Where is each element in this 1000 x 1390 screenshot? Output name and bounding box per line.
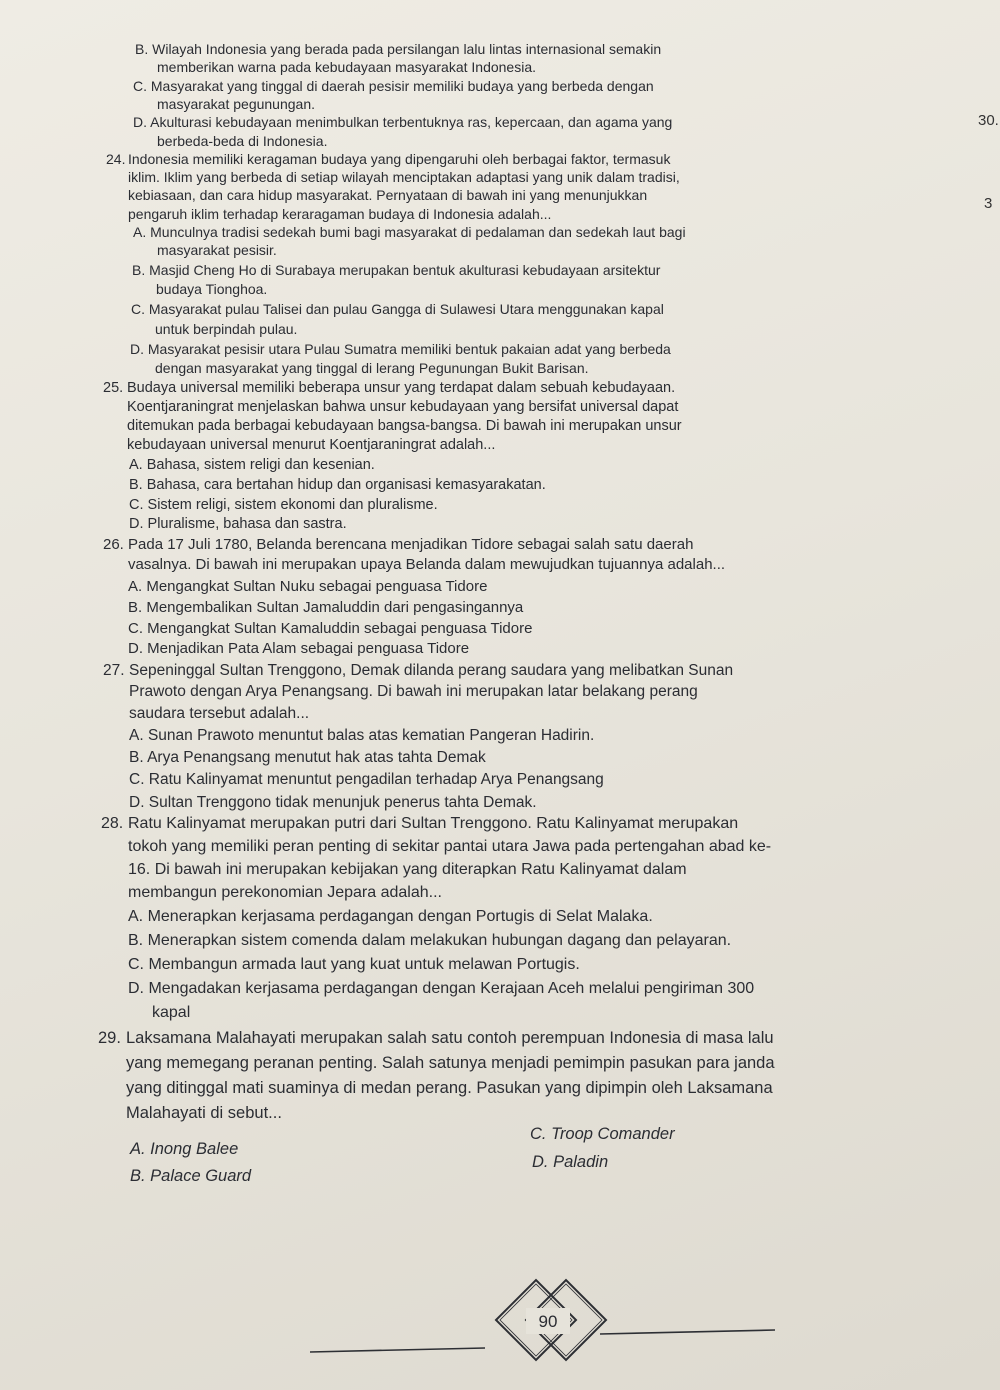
question-stem-line: vasalnya. Di bawah ini merupakan upaya Belanda dalam mewujudkan tujuannya adalah... <box>128 556 726 573</box>
option-d: D. Masyarakat pesisir utara Pulau Sumatra memiliki bentuk pakaian adat yang berbeda <box>130 341 671 357</box>
option-c: C. Sistem religi, sistem ekonomi dan pluralisme. <box>129 497 438 513</box>
question-stem-line: iklim. Iklim yang berbeda di setiap wilayah menciptakan adaptasi yang unik dalam tradisi, <box>128 169 680 185</box>
question-stem-line: Laksamana Malahayati merupakan salah satu contoh perempuan Indonesia di masa lalu <box>126 1029 774 1047</box>
option-d: D. Mengadakan kerjasama perdagangan dengan Kerajaan Aceh melalui pengiriman 300 <box>128 980 755 997</box>
question-number: 28. <box>101 815 124 832</box>
option-a: A. Inong Balee <box>130 1140 239 1158</box>
option-a: A. Bahasa, sistem religi dan kesenian. <box>129 457 375 473</box>
page-number: 90 <box>538 1312 558 1331</box>
question-stem-line: ditemukan pada berbagai kebudayaan bangsa-bangsa. Di bawah ini merupakan unsur <box>127 418 682 434</box>
option-d: D. Paladin <box>532 1153 609 1171</box>
option-c: C. Masyarakat pulau Talisei dan pulau Gangga di Sulawesi Utara menggunakan kapal <box>131 301 664 317</box>
option-c: C. Troop Comander <box>530 1125 675 1143</box>
option-a: A. Menerapkan kerjasama perdagangan dengan Portugis di Selat Malaka. <box>128 908 653 925</box>
question-stem-line: 16. Di bawah ini merupakan kebijakan yang diterapkan Ratu Kalinyamat dalam <box>128 861 687 878</box>
question-stem-line: kebiasaan, dan cara hidup masyarakat. Pernyataan di bawah ini yang menunjukkan <box>128 187 648 203</box>
prev-option-d-line1: D. Akulturasi kebudayaan menimbulkan terbentuknya ras, kepercaan, dan agama yang <box>133 114 673 130</box>
question-stem-line: Ratu Kalinyamat merupakan putri dari Sultan Trenggono. Ratu Kalinyamat merupakan <box>128 815 739 832</box>
prev-option-b-line1: B. Wilayah Indonesia yang berada pada persilangan lalu lintas internasional semakin <box>135 41 662 57</box>
option-b: B. Palace Guard <box>130 1167 252 1185</box>
option-b-cont: budaya Tionghoa. <box>156 281 268 297</box>
question-number: 29. <box>98 1029 121 1047</box>
question-stem-line: Indonesia memiliki keragaman budaya yang dipengaruhi oleh berbagai faktor, termasuk <box>128 151 671 167</box>
prev-option-b-line2: memberikan warna pada kebudayaan masyarakat Indonesia. <box>157 59 537 75</box>
question-stem-line: Budaya universal memiliki beberapa unsur yang terdapat dalam sebuah kebudayaan. <box>127 380 676 396</box>
question-stem-line: membangun perekonomian Jepara adalah... <box>128 884 442 901</box>
option-b: B. Menerapkan sistem comenda dalam melakukan hubungan dagang dan pelayaran. <box>128 932 732 949</box>
page-ornament <box>300 1270 780 1390</box>
option-b: B. Masjid Cheng Ho di Surabaya merupakan bentuk akulturasi kebudayaan arsitektur <box>132 262 661 278</box>
question-number: 27. <box>103 662 125 679</box>
option-c: C. Membangun armada laut yang kuat untuk melawan Portugis. <box>128 956 580 973</box>
edge-number-30: 30. <box>978 112 999 129</box>
option-b: B. Arya Penangsang menutut hak atas tahta Demak <box>129 749 486 766</box>
prev-option-c-line1: C. Masyarakat yang tinggal di daerah pesisir memiliki budaya yang berbeda dengan <box>133 78 654 94</box>
edge-number-3: 3 <box>984 195 993 212</box>
option-d-cont: dengan masyarakat yang tinggal di lerang Pegunungan Bukit Barisan. <box>155 360 589 376</box>
question-stem-line: kebudayaan universal menurut Koentjaraningrat adalah... <box>127 437 496 453</box>
question-number: 26. <box>103 536 124 553</box>
option-b: B. Mengembalikan Sultan Jamaluddin dari pengasingannya <box>128 599 524 616</box>
question-stem-line: Malahayati di sebut... <box>126 1104 282 1122</box>
question-stem-line: saudara tersebut adalah... <box>129 705 310 722</box>
option-c-cont: untuk berpindah pulau. <box>155 321 298 337</box>
option-d: D. Sultan Trenggono tidak menunjuk penerus tahta Demak. <box>129 794 537 811</box>
question-stem-line: Prawoto dengan Arya Penangsang. Di bawah ini merupakan latar belakang perang <box>129 683 698 700</box>
prev-option-c-line2: masyarakat pegunungan. <box>157 96 315 112</box>
question-number: 24. <box>106 151 126 167</box>
option-c: C. Ratu Kalinyamat menuntut pengadilan terhadap Arya Penangsang <box>129 771 604 788</box>
question-stem-line: yang memegang peranan penting. Salah satunya menjadi pemimpin pasukan para janda <box>126 1054 775 1072</box>
option-b: B. Bahasa, cara bertahan hidup dan organisasi kemasyarakatan. <box>129 477 546 493</box>
option-a-cont: masyarakat pesisir. <box>157 242 277 258</box>
question-stem-line: Koentjaraningrat menjelaskan bahwa unsur kebudayaan yang bersifat universal dapat <box>127 399 679 415</box>
option-d-cont: kapal <box>152 1004 191 1021</box>
question-stem-line: yang ditinggal mati suaminya di medan perang. Pasukan yang dipimpin oleh Laksamana <box>126 1079 773 1097</box>
option-d: D. Pluralisme, bahasa dan sastra. <box>129 516 347 532</box>
option-a: A. Sunan Prawoto menuntut balas atas kematian Pangeran Hadirin. <box>129 727 595 744</box>
question-number: 25. <box>103 380 124 396</box>
option-a: A. Munculnya tradisi sedekah bumi bagi masyarakat di pedalaman dan sedekah laut bagi <box>133 224 686 240</box>
question-stem-line: Pada 17 Juli 1780, Belanda berencana menjadikan Tidore sebagai salah satu daerah <box>128 536 694 553</box>
option-d: D. Menjadikan Pata Alam sebagai penguasa Tidore <box>128 640 470 657</box>
option-a: A. Mengangkat Sultan Nuku sebagai penguasa Tidore <box>128 578 488 595</box>
question-stem-line: tokoh yang memiliki peran penting di sekitar pantai utara Jawa pada pertengahan abad ke- <box>128 838 772 855</box>
question-stem-line: Sepeninggal Sultan Trenggono, Demak dilanda perang saudara yang melibatkan Sunan <box>129 662 734 679</box>
question-stem-line: pengaruh iklim terhadap keraragaman budaya di Indonesia adalah... <box>128 206 552 222</box>
option-c: C. Mengangkat Sultan Kamaluddin sebagai penguasa Tidore <box>128 620 533 637</box>
prev-option-d-line2: berbeda-beda di Indonesia. <box>157 133 328 149</box>
